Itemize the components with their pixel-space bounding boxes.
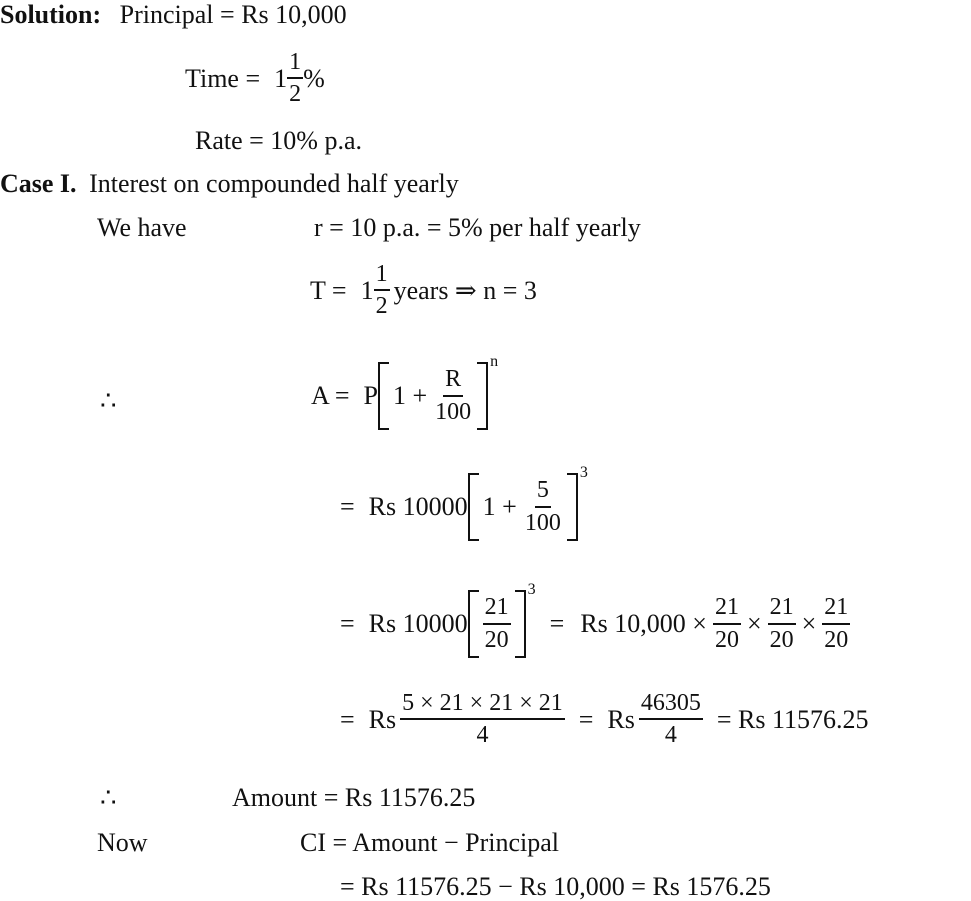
s3-rs: Rs (368, 704, 397, 734)
case1-label: Case I. (0, 169, 77, 198)
s1-fraction (523, 478, 563, 535)
time-line (185, 50, 325, 107)
time-den: 2 (289, 81, 302, 108)
s3-result: = Rs 11576.25 (716, 704, 869, 734)
principal-text: Principal = Rs 10,000 (119, 0, 347, 29)
a-den: 100 (435, 398, 472, 425)
t-den: 2 (375, 293, 388, 320)
s2-rs: Rs 10000 (368, 609, 468, 638)
s2-times1: × (746, 609, 762, 638)
a-p: P (363, 381, 378, 410)
t-line (310, 262, 537, 319)
we-have: We have (97, 213, 187, 242)
t-whole: 1 (360, 275, 374, 305)
s2-eq: = (340, 609, 355, 638)
case1-heading (0, 171, 459, 197)
s1-num: 5 (535, 478, 551, 507)
step2 (340, 581, 850, 658)
case1-title: Interest on compounded half yearly (89, 169, 459, 198)
s2-f1-num: 21 (713, 595, 741, 624)
s3-den: 4 (476, 722, 489, 749)
rate-text: Rate = 10% p.a. (195, 126, 363, 155)
s3-fraction (400, 691, 565, 748)
a-fraction (433, 367, 473, 424)
a-num: R (443, 367, 463, 396)
s2-times2: × (801, 609, 817, 638)
s1-eq: = (340, 492, 355, 521)
s1-exp: 3 (579, 464, 588, 481)
time-lhs: Time = (185, 63, 261, 93)
s2-f3-den: 20 (824, 626, 849, 653)
s1-bracket (468, 473, 578, 541)
a-formula (311, 353, 499, 430)
a-bracket (378, 362, 488, 430)
time-unit: % (303, 63, 325, 93)
s3-den2: 4 (664, 722, 677, 749)
step3 (340, 691, 869, 748)
s1-den: 100 (524, 509, 561, 536)
s3-num: 5 × 21 × 21 × 21 (400, 691, 565, 720)
s1-rs: Rs 10000 (368, 492, 468, 521)
r-line: r = 10 p.a. = 5% per half yearly (314, 213, 641, 242)
therefore-symbol: ∴ (100, 386, 117, 415)
a-exp: n (490, 353, 499, 370)
t-lhs: T = (310, 275, 347, 305)
s3-fraction2 (639, 691, 703, 748)
time-num: 1 (287, 50, 303, 79)
ci-calc: = Rs 11576.25 − Rs 10,000 = Rs 1576.25 (340, 872, 771, 901)
s2-eq2: = (549, 609, 565, 638)
t-rest: years ⇒ n = 3 (393, 275, 537, 305)
s2-exp: 3 (527, 581, 536, 598)
a-lhs: A = (311, 381, 350, 410)
s3-rs2: Rs (607, 704, 635, 734)
s2-f3 (822, 595, 850, 652)
s2-bracket (468, 590, 526, 658)
time-whole: 1 (274, 63, 288, 93)
s3-eq: = (340, 704, 355, 734)
ci-line: CI = Amount − Principal (300, 828, 559, 857)
s2-fraction (483, 595, 511, 652)
solution-line (0, 2, 347, 28)
s2-den: 20 (484, 626, 509, 653)
now-label: Now (97, 828, 148, 857)
s2-rs2: Rs 10,000 × (580, 609, 707, 638)
s3-eq2: = (578, 704, 594, 734)
s2-num: 21 (483, 595, 511, 624)
s2-f1-den: 20 (714, 626, 739, 653)
s3-num2: 46305 (639, 691, 703, 720)
t-num: 1 (374, 262, 390, 291)
s2-f1 (713, 595, 741, 652)
step1 (340, 464, 588, 541)
solution-label: Solution: (0, 0, 102, 29)
s2-f3-num: 21 (822, 595, 850, 624)
s2-f2 (768, 595, 796, 652)
amount-line: Amount = Rs 11576.25 (232, 783, 476, 812)
s2-f2-num: 21 (768, 595, 796, 624)
t-fraction (374, 262, 390, 319)
therefore-symbol-2: ∴ (100, 783, 117, 812)
a-one-plus: 1 + (392, 381, 428, 410)
time-fraction (287, 50, 303, 107)
s1-one-plus: 1 + (482, 492, 517, 521)
s2-f2-den: 20 (769, 626, 794, 653)
